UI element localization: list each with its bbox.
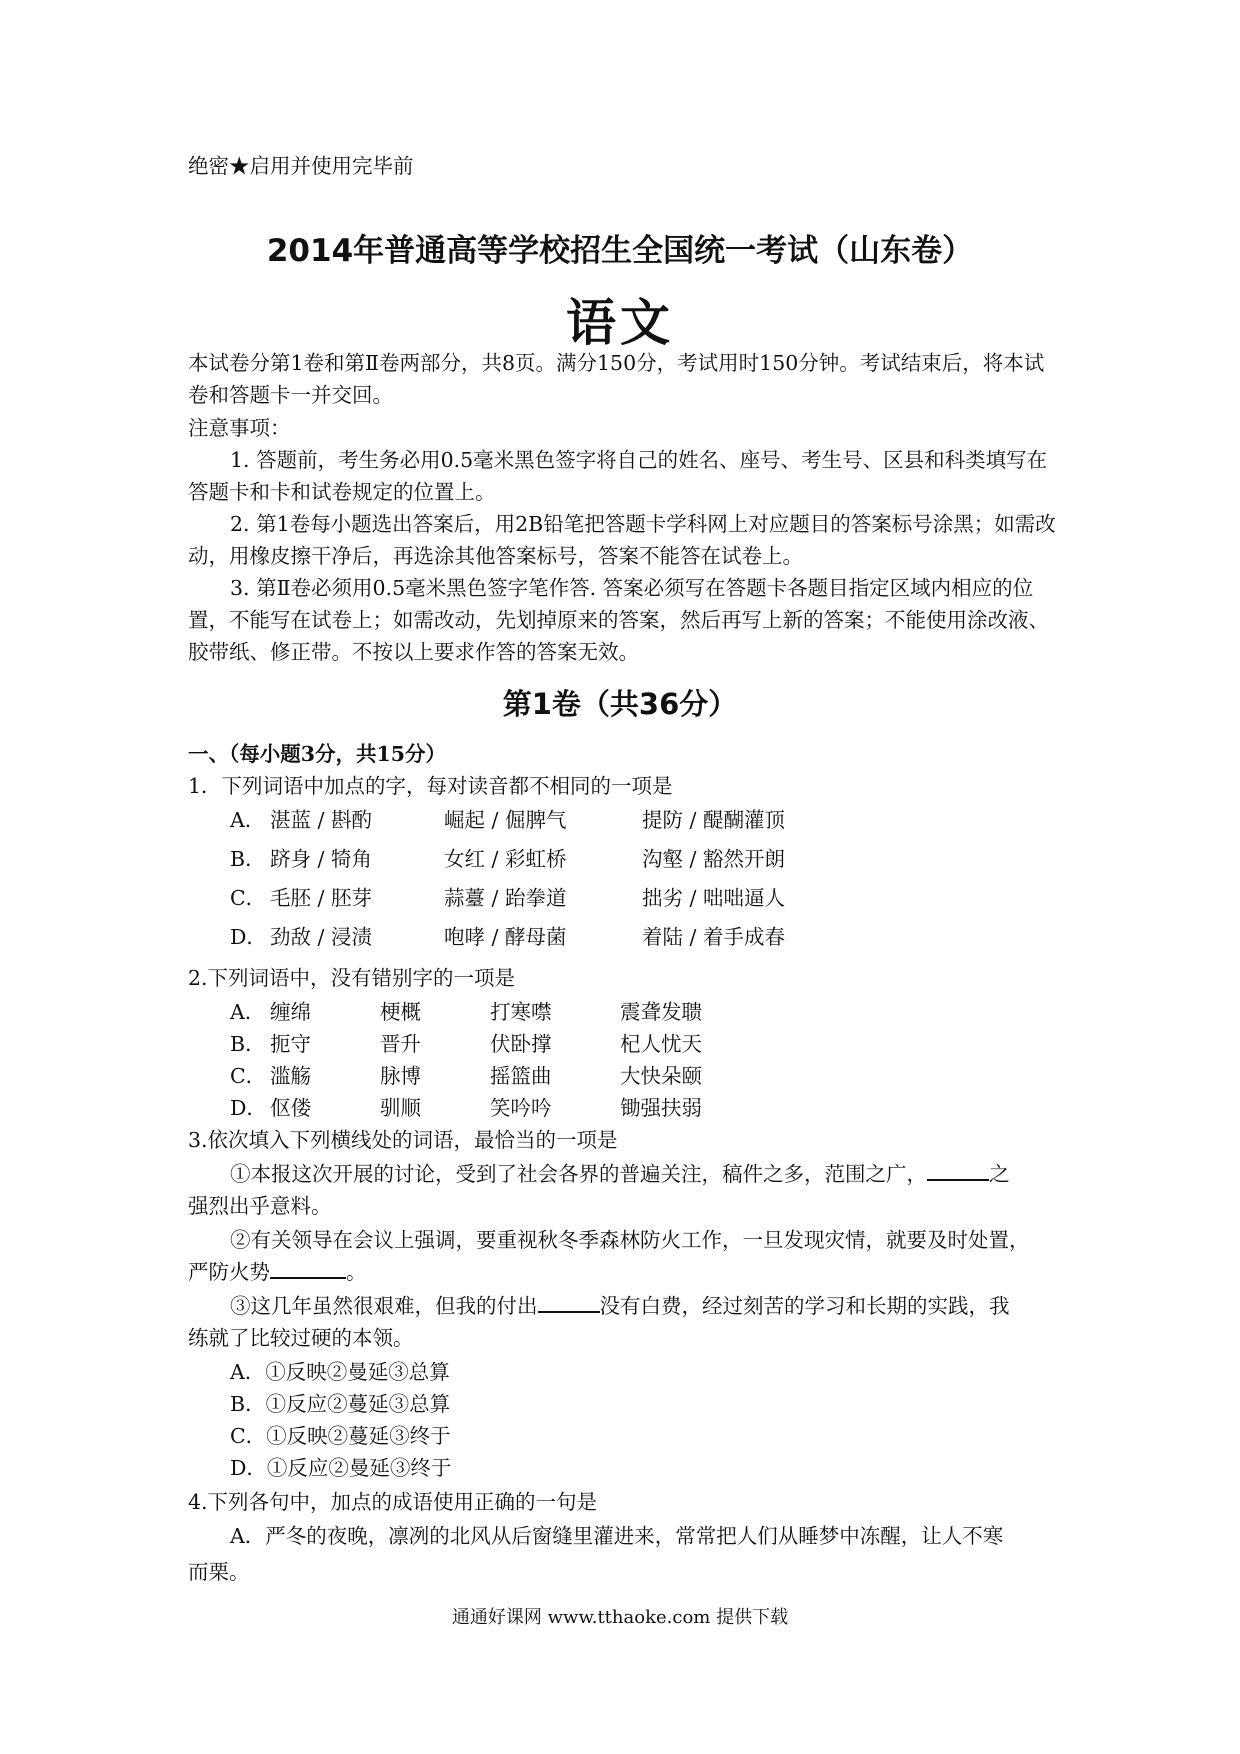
secret-label: 绝密★启用并使用完毕前 [188, 154, 414, 178]
q3-sentence-1: ①本报这次开展的讨论，受到了社会各界的普遍关注，稿件之多，范围之广， 之 [230, 1162, 1010, 1186]
exam-page: 绝密★启用并使用完毕前 2014年普通高等学校招生全国统一考试（山东卷） 语文 本试卷分第1卷和第Ⅱ卷两部分，共8页。满分150分，考试用时150分钟。考试结束后，将本试卷和答题卡一并交回。 注意事项： 1. 答题前，考生务必用0.5毫米黑色签字将自己的姓名、座号、考生号、区县和科类填写在答题卡和卡和试卷规定的位置上。 2. 第1卷每小题选出答案后，用2B铅笔把答题卡学科网上对应题目的答案标号涂黑；如需改动，用橡皮擦干净后，再选涂其他答案标号，答案不能答在试卷上。 3. 第Ⅱ卷必须用0.5毫米黑色签字笔作答. 答案必须写在答题卡各题目指定区域内相应的位置，不能写在试卷上；如需改动，先划掉原来的答案，然后再写上新的答案；不能使用涂改液、胶带纸、修正带。不按以上要求作答的答案无效。 第1卷（共36分） 一、（每小题3分，共15分） 1．下列词语中加点的字，每对读音都不相同的一项是 A． 湛蓝 / 斟酌 崛起 / 倔脾气 提防 / 醍醐灌顶 B． 跻身 / 犄角 女红 / 彩虹桥 沟壑 / 豁然开朗 C． 毛胚 / 胚芽 蒜薹 / 跆拳道 拙劣 / 咄咄逼人 D． 劲敌 / 浸渍 咆哮 / 酵母菌 着陆 / 着手成春 2.下列词语中，没有错别字的一项是 A． 缠绵 梗概 打寒噤 震聋发聩 B． 扼守 晋升 伏卧撑 杞人忧天 C． 滥觞 脉博 摇篮曲 大快朵颐 D． 伛偻 驯顺 笑吟吟 锄强扶弱 3.依次填入下列横线处的词语，最恰当的一项是 ①本报这次开展的讨论，受到了社会各界的普遍关注，稿件之多，范围之广， 之 强烈出乎意料。 ②有关领导在会议上强调，要重视秋冬季森林防火工作，一旦发现灾情，就要及时处置， 严防火势 。 ③这几年虽然很艰难，但我的付出 没有白费，经过刻苦的学习和长期的实践，我 练就了比较过硬的本领。 A．①反映②曼延③总算 B．①反应②蔓延③总算 C．①反映②蔓延③终于 D．①反应②曼延③终于 4.下列各句中，加点的成语使用正确的一句是 A．严冬的夜晚，凛冽的北风从后窗缝里灌进来，常常把人们从睡梦中冻醒，让人不寒 而栗。 通通好课网 www.tthaoke.com 提供下载 [0, 0, 1240, 1754]
q3-sentence-3: ③这几年虽然很艰难，但我的付出 没有白费，经过刻苦的学习和长期的实践，我 [230, 1294, 1010, 1318]
q3-option-a: A．①反映②曼延③总算 [230, 1360, 450, 1384]
q3-blank-2 [270, 1259, 346, 1279]
q1-stem: 1．下列词语中加点的字，每对读音都不相同的一项是 [188, 774, 673, 798]
q3-option-c: C．①反映②蔓延③终于 [230, 1424, 451, 1448]
intro-text: 本试卷分第1卷和第Ⅱ卷两部分，共8页。满分150分，考试用时150分钟。考试结束后，将本试卷和答题卡一并交回。 [188, 351, 1045, 407]
q3-option-d: D．①反应②曼延③终于 [230, 1456, 452, 1480]
q4-stem: 4.下列各句中，加点的成语使用正确的一句是 [188, 1490, 598, 1514]
q3-sentence-2-cont: 严防火势 。 [188, 1260, 367, 1284]
note-1: 1. 答题前，考生务必用0.5毫米黑色签字将自己的姓名、座号、考生号、区县和科类填写在答题卡和卡和试卷规定的位置上。 [188, 448, 1048, 504]
subject-title: 语文 [566, 294, 674, 352]
note-2: 2. 第1卷每小题选出答案后，用2B铅笔把答题卡学科网上对应题目的答案标号涂黑；如需改动，用橡皮擦干净后，再选涂其他答案标号，答案不能答在试卷上。 [188, 512, 1056, 568]
q3-blank-3 [538, 1293, 600, 1313]
exam-title: 2014年普通高等学校招生全国统一考试（山东卷） [266, 233, 974, 269]
q4-option-a-cont: 而栗。 [188, 1560, 250, 1584]
notes-title: 注意事项： [188, 416, 291, 440]
q3-stem: 3.依次填入下列横线处的词语，最恰当的一项是 [188, 1128, 618, 1152]
volume-title: 第1卷（共36分） [502, 687, 738, 721]
q3-blank-1 [927, 1161, 989, 1181]
section-title: 一、（每小题3分，共15分） [188, 742, 447, 766]
q3-sentence-1-cont: 强烈出乎意料。 [188, 1194, 332, 1218]
q3-option-b: B．①反应②蔓延③总算 [230, 1392, 451, 1416]
q3-sentence-3-cont: 练就了比较过硬的本领。 [188, 1326, 414, 1350]
q3-sentence-2: ②有关领导在会议上强调，要重视秋冬季森林防火工作，一旦发现灾情，就要及时处置， [230, 1228, 1030, 1252]
footer-credit: 通通好课网 www.tthaoke.com 提供下载 [451, 1607, 789, 1628]
q2-stem: 2.下列词语中，没有错别字的一项是 [188, 966, 516, 990]
q4-option-a: A．严冬的夜晚，凛冽的北风从后窗缝里灌进来，常常把人们从睡梦中冻醒，让人不寒 [230, 1524, 1004, 1548]
note-3: 3. 第Ⅱ卷必须用0.5毫米黑色签字笔作答. 答案必须写在答题卡各题目指定区域内相应的位置，不能写在试卷上；如需改动，先划掉原来的答案，然后再写上新的答案；不能使用涂改液、胶带纸、修正带。不按以上要求作答的答案无效。 [188, 576, 1049, 664]
